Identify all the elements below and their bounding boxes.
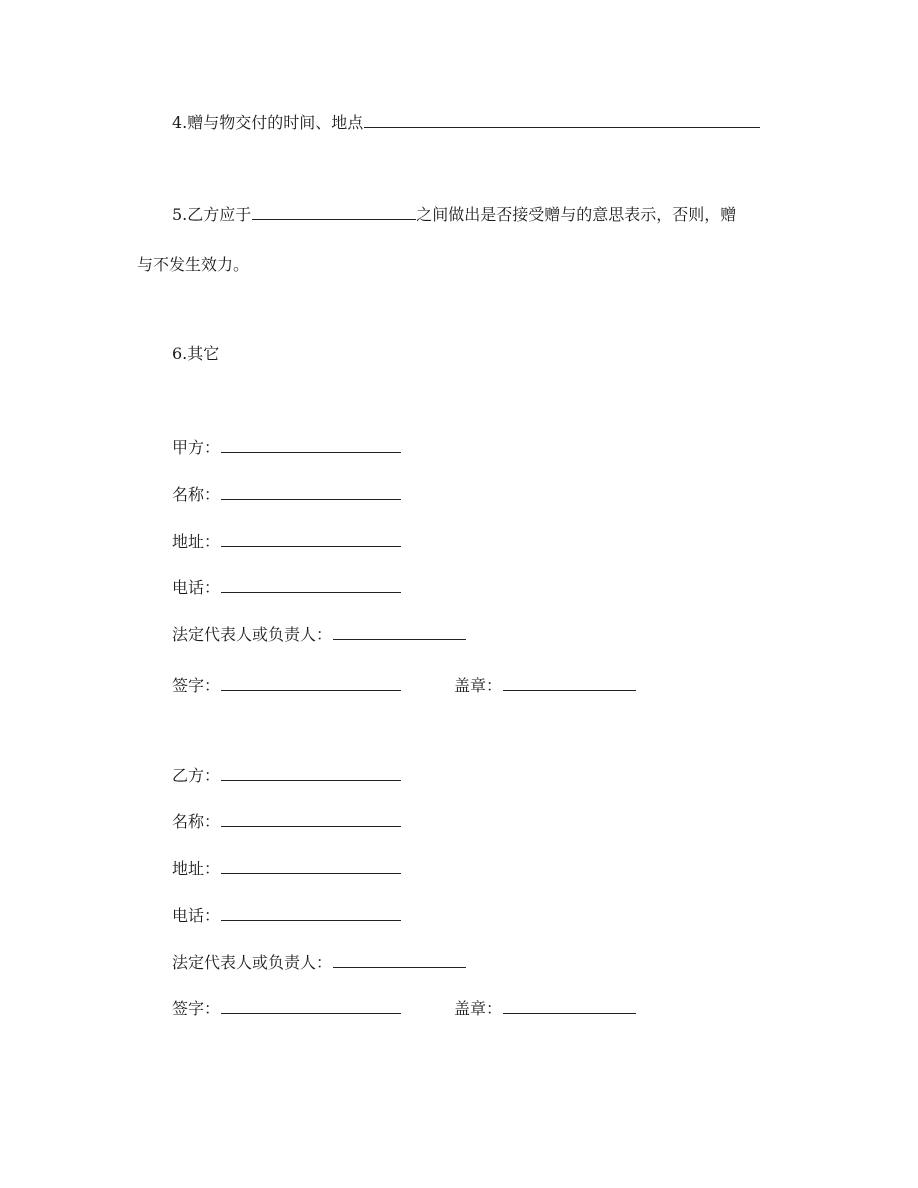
party-a-seal-blank[interactable] [503, 675, 636, 691]
party-b-phone-label: 电话： [172, 906, 221, 925]
party-a-row [172, 437, 401, 458]
clause-5-after: 之间做出是否接受赠与的意思表示，否则，赠 [416, 205, 737, 224]
clause-5-before: 5.乙方应于 [172, 205, 252, 224]
party-b-sign-row [172, 998, 401, 1019]
party-a-rep-label: 法定代表人或负责人： [172, 625, 333, 644]
party-a-phone-row [172, 577, 401, 598]
party-b-rep-row [172, 952, 466, 973]
clause-6: 6.其它 [172, 344, 220, 363]
party-b-blank[interactable] [221, 765, 401, 781]
party-a-blank[interactable] [221, 437, 401, 453]
party-b-name-row [172, 811, 401, 832]
party-a-sign-row [172, 675, 401, 696]
party-b-address-blank[interactable] [221, 858, 401, 874]
party-a-phone-label: 电话： [172, 578, 221, 597]
delivery-time-place-blank[interactable] [364, 112, 760, 128]
clause-5-continuation: 与不发生效力。 [137, 255, 250, 274]
party-b-address-row [172, 858, 401, 879]
party-a-seal-row [454, 675, 636, 696]
party-b-rep-label: 法定代表人或负责人： [172, 953, 333, 972]
party-b-seal-blank[interactable] [503, 998, 636, 1014]
party-b-sign-label: 签字： [172, 999, 221, 1018]
clause-4-text: 4.赠与物交付的时间、地点 [172, 113, 364, 132]
party-a-rep-row [172, 624, 466, 645]
acceptance-period-blank[interactable] [252, 204, 416, 220]
party-b-address-label: 地址： [172, 859, 221, 878]
party-a-phone-blank[interactable] [221, 577, 401, 593]
party-b-sign-blank[interactable] [221, 998, 401, 1014]
party-b-row [172, 765, 401, 786]
party-a-seal-label: 盖章： [454, 676, 503, 695]
party-a-address-row [172, 531, 401, 552]
party-b-name-blank[interactable] [221, 811, 401, 827]
party-b-seal-row [454, 998, 636, 1019]
party-b-rep-blank[interactable] [333, 952, 466, 968]
party-a-address-blank[interactable] [221, 531, 401, 547]
party-a-name-blank[interactable] [221, 484, 401, 500]
clause-4 [172, 112, 760, 133]
party-a-rep-blank[interactable] [333, 624, 466, 640]
clause-5 [172, 204, 736, 225]
party-a-address-label: 地址： [172, 532, 221, 551]
party-a-sign-blank[interactable] [221, 675, 401, 691]
party-a-label: 甲方： [172, 438, 221, 457]
party-b-label: 乙方： [172, 766, 221, 785]
party-b-name-label: 名称： [172, 812, 221, 831]
party-b-phone-blank[interactable] [221, 905, 401, 921]
party-a-name-row [172, 484, 401, 505]
party-b-seal-label: 盖章： [454, 999, 503, 1018]
party-a-sign-label: 签字： [172, 676, 221, 695]
party-b-phone-row [172, 905, 401, 926]
party-a-name-label: 名称： [172, 485, 221, 504]
